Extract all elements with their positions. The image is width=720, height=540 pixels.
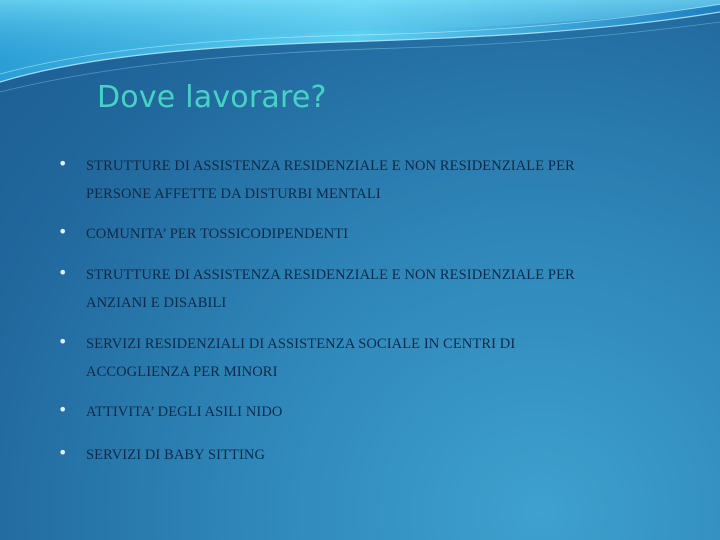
bullet-dot-icon: •: [58, 263, 68, 282]
bullet-item-minors-reception-centers: [58, 330, 658, 386]
bullet-item-drug-rehab-communities: [58, 220, 658, 248]
bullet-item-baby-sitting: [58, 441, 658, 469]
bullet-dot-icon: •: [58, 400, 68, 419]
bullet-text-line2: ACCOGLIENZA PER MINORI: [86, 364, 278, 380]
bullet-dot-icon: •: [58, 222, 68, 241]
bullet-text-line1: SERVIZI DI BABY SITTING: [86, 447, 266, 463]
bullet-item-elderly-disabled-facilities: [58, 261, 658, 317]
bullet-item-nursery-schools: [58, 398, 658, 426]
bullet-text-line1: ATTIVITA’ DEGLI ASILI NIDO: [86, 404, 283, 420]
bullet-text-line1: SERVIZI RESIDENZIALI DI ASSISTENZA SOCIALE IN CENTRI DI: [86, 336, 516, 352]
bullet-text-line1: STRUTTURE DI ASSISTENZA RESIDENZIALE E NON RESIDENZIALE PER: [86, 158, 575, 174]
bullet-text-line1: COMUNITA’ PER TOSSICODIPENDENTI: [86, 226, 349, 242]
slide-title: Dove lavorare?: [97, 80, 327, 115]
bullet-dot-icon: •: [58, 443, 68, 462]
bullet-text-line1: STRUTTURE DI ASSISTENZA RESIDENZIALE E NON RESIDENZIALE PER: [86, 267, 575, 283]
bullet-item-mental-health-facilities: [58, 152, 658, 208]
bullet-text-line2: PERSONE AFFETTE DA DISTURBI MENTALI: [86, 186, 381, 202]
bullet-dot-icon: •: [58, 154, 68, 173]
bullet-dot-icon: •: [58, 332, 68, 351]
bullet-text-line2: ANZIANI E DISABILI: [86, 295, 227, 311]
